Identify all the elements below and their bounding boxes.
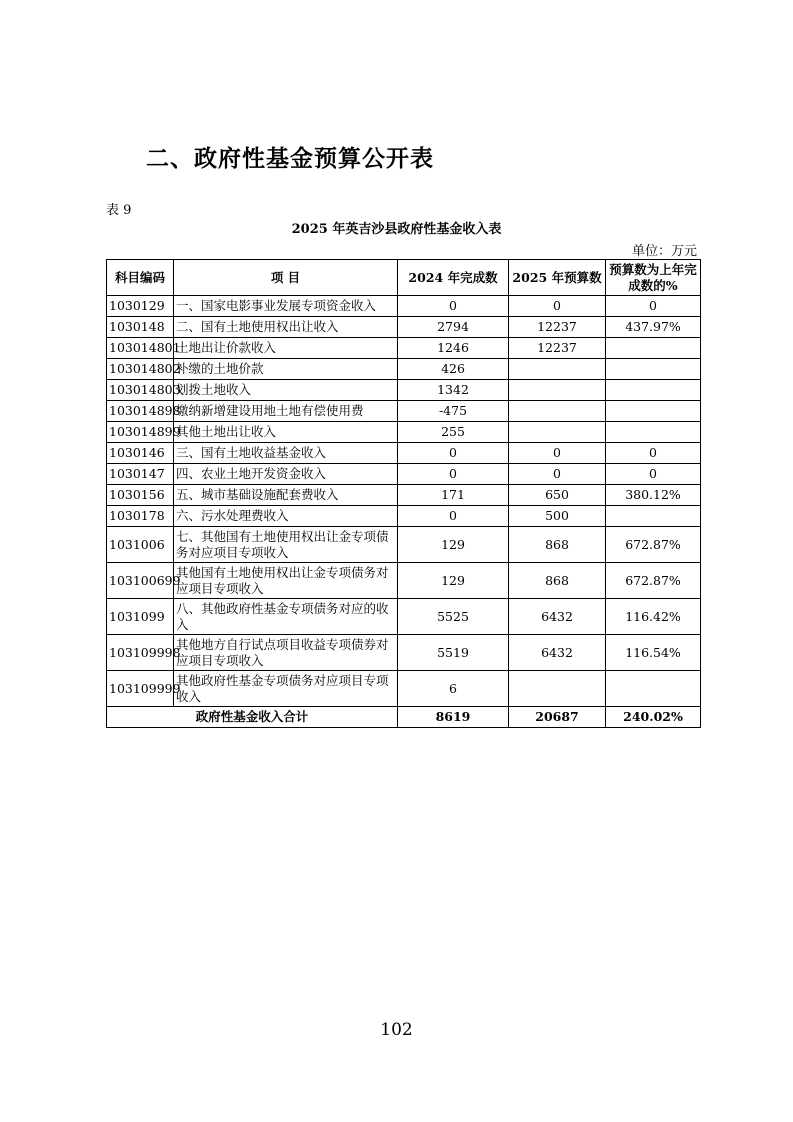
cell-code: 103014802 — [107, 359, 174, 380]
total-row — [107, 707, 701, 728]
header-name: 项 目 — [174, 260, 398, 296]
cell-ratio — [606, 506, 701, 527]
cell-completed-2024: 129 — [398, 563, 509, 599]
cell-name: 其他土地出让收入 — [174, 422, 398, 443]
cell-code: 103014898 — [107, 401, 174, 422]
cell-budget-2025: 0 — [509, 296, 606, 317]
cell-budget-2025: 868 — [509, 527, 606, 563]
cell-budget-2025: 868 — [509, 563, 606, 599]
cell-name: 二、国有土地使用权出让收入 — [174, 317, 398, 338]
table-row — [107, 338, 701, 359]
cell-ratio: 672.87% — [606, 563, 701, 599]
fund-revenue-table — [106, 259, 701, 728]
table-row — [107, 635, 701, 671]
table-header-row — [107, 260, 701, 296]
cell-code: 103109998 — [107, 635, 174, 671]
header-ratio: 预算数为上年完成数的% — [606, 260, 701, 296]
table-row — [107, 296, 701, 317]
cell-name: 其他政府性基金专项债务对应项目专项收入 — [174, 671, 398, 707]
cell-code: 1030178 — [107, 506, 174, 527]
cell-ratio: 116.54% — [606, 635, 701, 671]
table-row — [107, 359, 701, 380]
cell-budget-2025: 12237 — [509, 317, 606, 338]
total-completed-2024: 8619 — [398, 707, 509, 728]
cell-code: 1030148 — [107, 317, 174, 338]
table-row — [107, 599, 701, 635]
cell-budget-2025: 6432 — [509, 635, 606, 671]
table-row — [107, 422, 701, 443]
cell-completed-2024: 255 — [398, 422, 509, 443]
cell-name: 缴纳新增建设用地土地有偿使用费 — [174, 401, 398, 422]
cell-code: 1030146 — [107, 443, 174, 464]
cell-ratio: 380.12% — [606, 485, 701, 506]
cell-budget-2025: 6432 — [509, 599, 606, 635]
cell-budget-2025 — [509, 401, 606, 422]
unit-label: 单位：万元 — [631, 244, 697, 259]
cell-name: 一、国家电影事业发展专项资金收入 — [174, 296, 398, 317]
cell-name: 土地出让价款收入 — [174, 338, 398, 359]
cell-completed-2024: 5519 — [398, 635, 509, 671]
cell-completed-2024: 426 — [398, 359, 509, 380]
table-row — [107, 506, 701, 527]
cell-code: 1030129 — [107, 296, 174, 317]
cell-ratio: 0 — [606, 443, 701, 464]
cell-name: 划拨土地收入 — [174, 380, 398, 401]
cell-name: 其他地方自行试点项目收益专项债券对应项目专项收入 — [174, 635, 398, 671]
cell-completed-2024: 0 — [398, 506, 509, 527]
cell-completed-2024: 1342 — [398, 380, 509, 401]
cell-completed-2024: 0 — [398, 296, 509, 317]
cell-ratio — [606, 338, 701, 359]
table-row — [107, 563, 701, 599]
cell-ratio: 0 — [606, 464, 701, 485]
cell-budget-2025 — [509, 380, 606, 401]
cell-code: 103014803 — [107, 380, 174, 401]
cell-code: 1030156 — [107, 485, 174, 506]
cell-name: 七、其他国有土地使用权出让金专项债务对应项目专项收入 — [174, 527, 398, 563]
cell-code: 103109999 — [107, 671, 174, 707]
table-row — [107, 380, 701, 401]
cell-ratio — [606, 380, 701, 401]
cell-budget-2025: 650 — [509, 485, 606, 506]
cell-code: 103014801 — [107, 338, 174, 359]
cell-budget-2025: 0 — [509, 443, 606, 464]
total-budget-2025: 20687 — [509, 707, 606, 728]
cell-budget-2025: 500 — [509, 506, 606, 527]
cell-completed-2024: 171 — [398, 485, 509, 506]
table-row — [107, 527, 701, 563]
cell-ratio — [606, 401, 701, 422]
cell-ratio: 672.87% — [606, 527, 701, 563]
cell-name: 五、城市基础设施配套费收入 — [174, 485, 398, 506]
cell-ratio — [606, 671, 701, 707]
cell-completed-2024: 6 — [398, 671, 509, 707]
cell-code: 103014899 — [107, 422, 174, 443]
cell-completed-2024: 0 — [398, 464, 509, 485]
cell-code: 1031006 — [107, 527, 174, 563]
table-row — [107, 671, 701, 707]
cell-budget-2025 — [509, 359, 606, 380]
cell-name: 三、国有土地收益基金收入 — [174, 443, 398, 464]
section-title: 二、政府性基金预算公开表 — [146, 146, 434, 172]
cell-completed-2024: 2794 — [398, 317, 509, 338]
table-row — [107, 443, 701, 464]
cell-ratio: 0 — [606, 296, 701, 317]
header-completed-2024: 2024 年完成数 — [398, 260, 509, 296]
table-number: 表 9 — [106, 203, 132, 218]
cell-completed-2024: 1246 — [398, 338, 509, 359]
total-label: 政府性基金收入合计 — [107, 707, 398, 728]
page-number: 102 — [380, 1020, 413, 1040]
cell-budget-2025: 12237 — [509, 338, 606, 359]
cell-completed-2024: -475 — [398, 401, 509, 422]
cell-name: 八、其他政府性基金专项债务对应的收入 — [174, 599, 398, 635]
cell-name: 四、农业土地开发资金收入 — [174, 464, 398, 485]
table-title: 2025 年英吉沙县政府性基金收入表 — [291, 222, 502, 237]
cell-completed-2024: 129 — [398, 527, 509, 563]
table-row — [107, 317, 701, 338]
total-ratio: 240.02% — [606, 707, 701, 728]
cell-completed-2024: 0 — [398, 443, 509, 464]
cell-ratio: 116.42% — [606, 599, 701, 635]
cell-code: 1031099 — [107, 599, 174, 635]
cell-budget-2025: 0 — [509, 464, 606, 485]
table-row — [107, 485, 701, 506]
cell-name: 补缴的土地价款 — [174, 359, 398, 380]
cell-code: 1030147 — [107, 464, 174, 485]
cell-ratio — [606, 359, 701, 380]
cell-code: 103100699 — [107, 563, 174, 599]
cell-ratio: 437.97% — [606, 317, 701, 338]
cell-ratio — [606, 422, 701, 443]
header-budget-2025: 2025 年预算数 — [509, 260, 606, 296]
header-code: 科目编码 — [107, 260, 174, 296]
cell-name: 其他国有土地使用权出让金专项债务对应项目专项收入 — [174, 563, 398, 599]
cell-name: 六、污水处理费收入 — [174, 506, 398, 527]
table-row — [107, 464, 701, 485]
cell-budget-2025 — [509, 422, 606, 443]
cell-completed-2024: 5525 — [398, 599, 509, 635]
table-row — [107, 401, 701, 422]
cell-budget-2025 — [509, 671, 606, 707]
